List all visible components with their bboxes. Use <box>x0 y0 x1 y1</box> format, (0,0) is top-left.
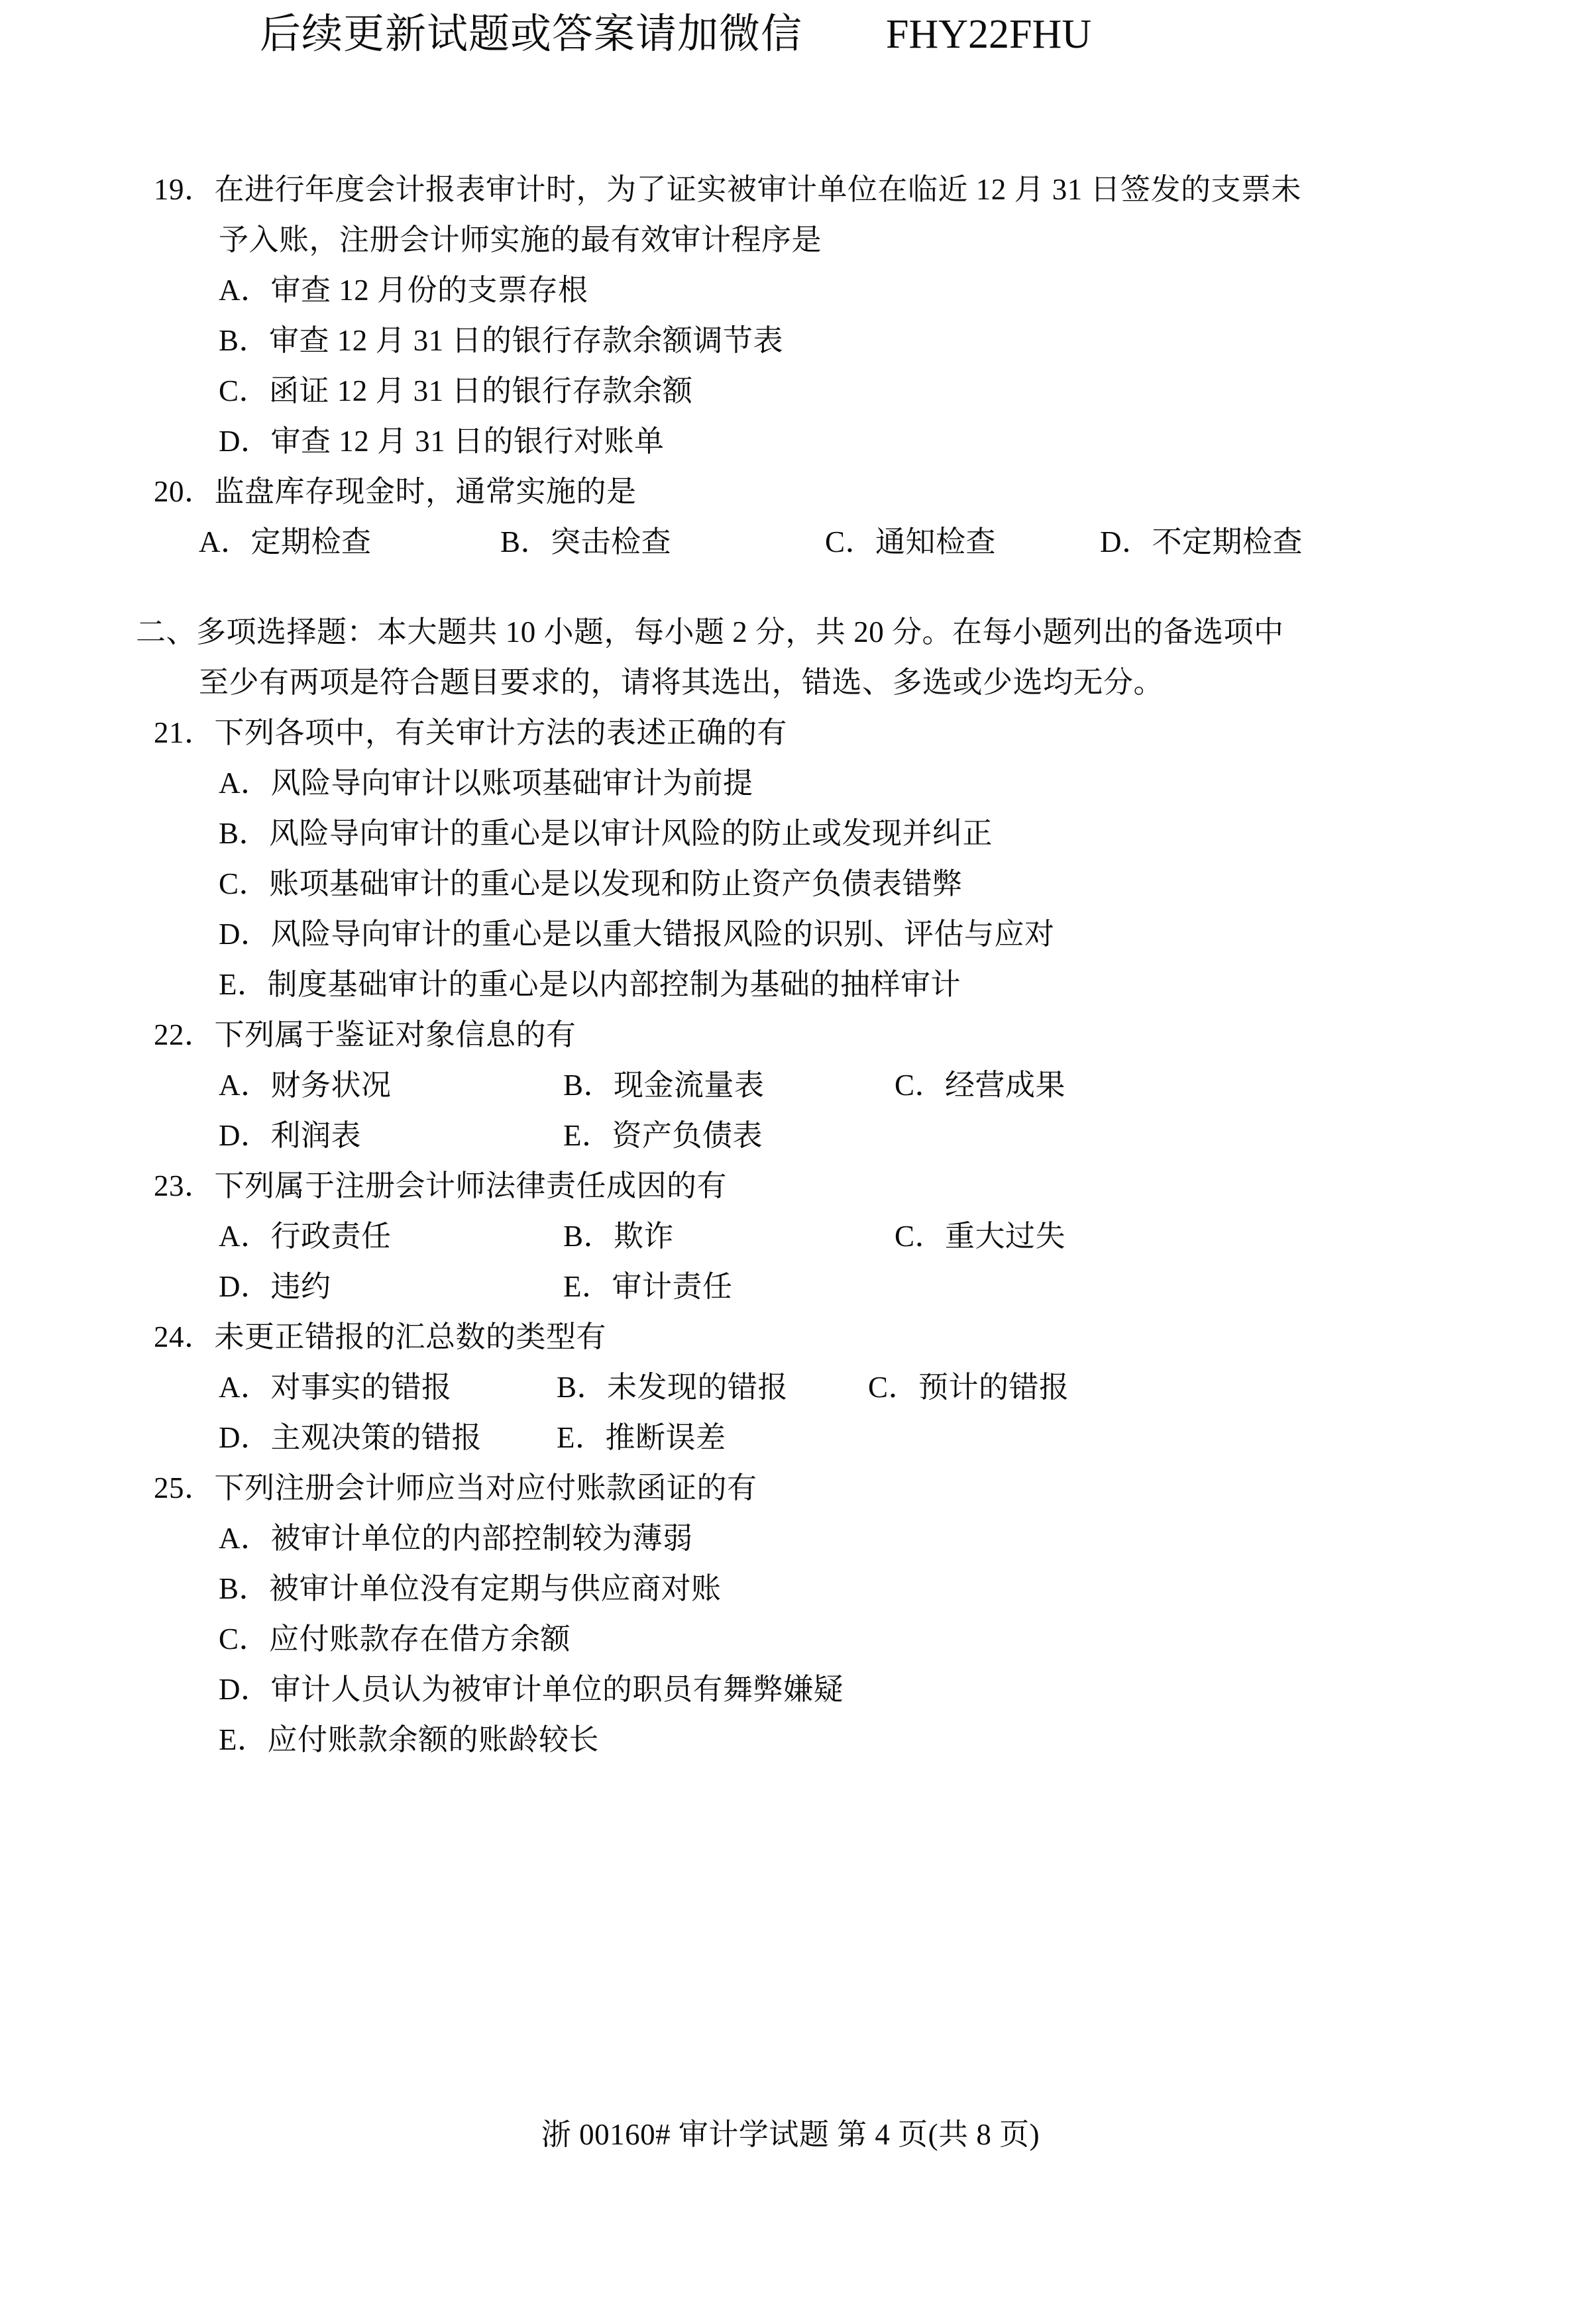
question-22-option-b[interactable]: B．现金流量表 <box>563 1069 765 1102</box>
question-21-option-c[interactable]: C．账项基础审计的重心是以发现和防止资产负债表错弊 <box>219 867 963 900</box>
exam-body <box>0 164 1581 1765</box>
question-23-option-e[interactable]: E．审计责任 <box>563 1270 733 1303</box>
question-22-option-c[interactable]: C．经营成果 <box>895 1069 1066 1102</box>
question-25-option-a[interactable]: A．被审计单位的内部控制较为薄弱 <box>219 1522 693 1555</box>
question-23-options-row-1 <box>0 1211 1581 1261</box>
question-23-number: 23． <box>154 1169 215 1202</box>
question-25-option-b[interactable]: B．被审计单位没有定期与供应商对账 <box>219 1572 722 1605</box>
question-19-option-d[interactable]: D．审查 12 月 31 日的银行对账单 <box>219 425 665 458</box>
question-25-stem-text: 下列注册会计师应当对应付账款函证的有 <box>214 1471 757 1505</box>
section-two-instruction-1: 多项选择题：本大题共 10 小题，每小题 2 分，共 20 分。在每小题列出的备选项中 <box>196 615 1284 649</box>
question-19-stem-text: 在进行年度会计报表审计时，为了证实被审计单位在临近 12 月 31 日签发的支票未 <box>214 173 1302 206</box>
question-21-number: 21． <box>154 716 215 749</box>
question-19-stem-line-2: 予入账，注册会计师实施的最有效审计程序是 <box>219 223 822 256</box>
question-25-number: 25． <box>154 1471 215 1505</box>
question-23-stem-text: 下列属于注册会计师法律责任成因的有 <box>214 1169 728 1202</box>
section-two-heading-line-2: 至少有两项是符合题目要求的，请将其选出，错选、多选或少选均无分。 <box>199 666 1164 699</box>
section-two-heading-line-1 <box>0 607 1581 657</box>
question-23-option-b[interactable]: B．欺诈 <box>563 1220 675 1253</box>
question-22-option-e[interactable]: E．资产负债表 <box>563 1119 763 1152</box>
question-24-stem-text: 未更正错报的汇总数的类型有 <box>214 1320 607 1353</box>
page-footer: 浙 00160# 审计学试题 第 4 页(共 8 页) <box>541 2118 1040 2151</box>
question-24-stem <box>0 1312 1581 1362</box>
question-24-option-e[interactable]: E．推断误差 <box>557 1421 726 1454</box>
question-25-option-c[interactable]: C．应付账款存在借方余额 <box>219 1622 571 1656</box>
question-20-option-c[interactable]: C．通知检查 <box>825 525 997 558</box>
question-20-stem <box>0 466 1581 517</box>
question-22-options-row-2 <box>0 1110 1581 1161</box>
question-20-option-b[interactable]: B．突击检查 <box>500 525 672 558</box>
question-24-options-row-2 <box>0 1412 1581 1463</box>
question-21-option-e[interactable]: E．制度基础审计的重心是以内部控制为基础的抽样审计 <box>219 968 961 1001</box>
question-24-option-d[interactable]: D．主观决策的错报 <box>219 1421 482 1454</box>
header-spacer <box>802 12 886 57</box>
page-header-watermark <box>260 9 1386 60</box>
question-19-option-a[interactable]: A．审查 12 月份的支票存根 <box>219 274 588 307</box>
question-19-number: 19． <box>154 173 215 206</box>
question-24-option-a[interactable]: A．对事实的错报 <box>219 1371 452 1404</box>
question-19-option-c[interactable]: C．函证 12 月 31 日的银行存款余额 <box>219 374 693 407</box>
question-21-option-a[interactable]: A．风险导向审计以账项基础审计为前提 <box>219 766 753 800</box>
header-wechat-id: FHY22FHU <box>886 12 1092 57</box>
header-chinese-text: 后续更新试题或答案请加微信 <box>260 12 803 57</box>
question-24-option-c[interactable]: C．预计的错报 <box>868 1371 1069 1404</box>
question-21-option-b[interactable]: B．风险导向审计的重心是以审计风险的防止或发现并纠正 <box>219 817 993 850</box>
question-23-option-c[interactable]: C．重大过失 <box>895 1220 1066 1253</box>
question-21-option-d[interactable]: D．风险导向审计的重心是以重大错报风险的识别、评估与应对 <box>219 918 1055 951</box>
question-25-stem <box>0 1463 1581 1513</box>
question-24-option-b[interactable]: B．未发现的错报 <box>557 1371 789 1404</box>
question-22-options-row-1 <box>0 1060 1581 1110</box>
question-25-option-d[interactable]: D．审计人员认为被审计单位的职员有舞弊嫌疑 <box>219 1673 844 1706</box>
question-21-stem-text: 下列各项中，有关审计方法的表述正确的有 <box>214 716 788 749</box>
question-20-stem-text: 监盘库存现金时，通常实施的是 <box>214 475 637 508</box>
question-22-number: 22． <box>154 1018 215 1051</box>
question-20-option-d[interactable]: D．不定期检查 <box>1100 525 1303 558</box>
question-24-number: 24． <box>154 1320 215 1353</box>
question-23-stem <box>0 1161 1581 1211</box>
question-25-option-e[interactable]: E．应付账款余额的账龄较长 <box>219 1723 599 1756</box>
question-22-stem <box>0 1010 1581 1060</box>
question-19-option-b[interactable]: B．审查 12 月 31 日的银行存款余额调节表 <box>219 324 784 357</box>
question-19-stem-line-1 <box>0 164 1581 215</box>
question-22-option-d[interactable]: D．利润表 <box>219 1119 361 1152</box>
question-24-options-row-1 <box>0 1362 1581 1412</box>
question-22-option-a[interactable]: A．财务状况 <box>219 1069 392 1102</box>
question-21-stem <box>0 708 1581 758</box>
section-gap <box>0 567 1581 607</box>
question-23-options-row-2 <box>0 1261 1581 1312</box>
question-23-option-d[interactable]: D．违约 <box>219 1270 331 1303</box>
section-two-label: 二、 <box>136 615 197 649</box>
question-23-option-a[interactable]: A．行政责任 <box>219 1220 392 1253</box>
question-20-options-row <box>0 517 1581 567</box>
question-20-option-a[interactable]: A．定期检查 <box>199 525 372 558</box>
question-22-stem-text: 下列属于鉴证对象信息的有 <box>214 1018 576 1051</box>
question-20-number: 20． <box>154 475 215 508</box>
